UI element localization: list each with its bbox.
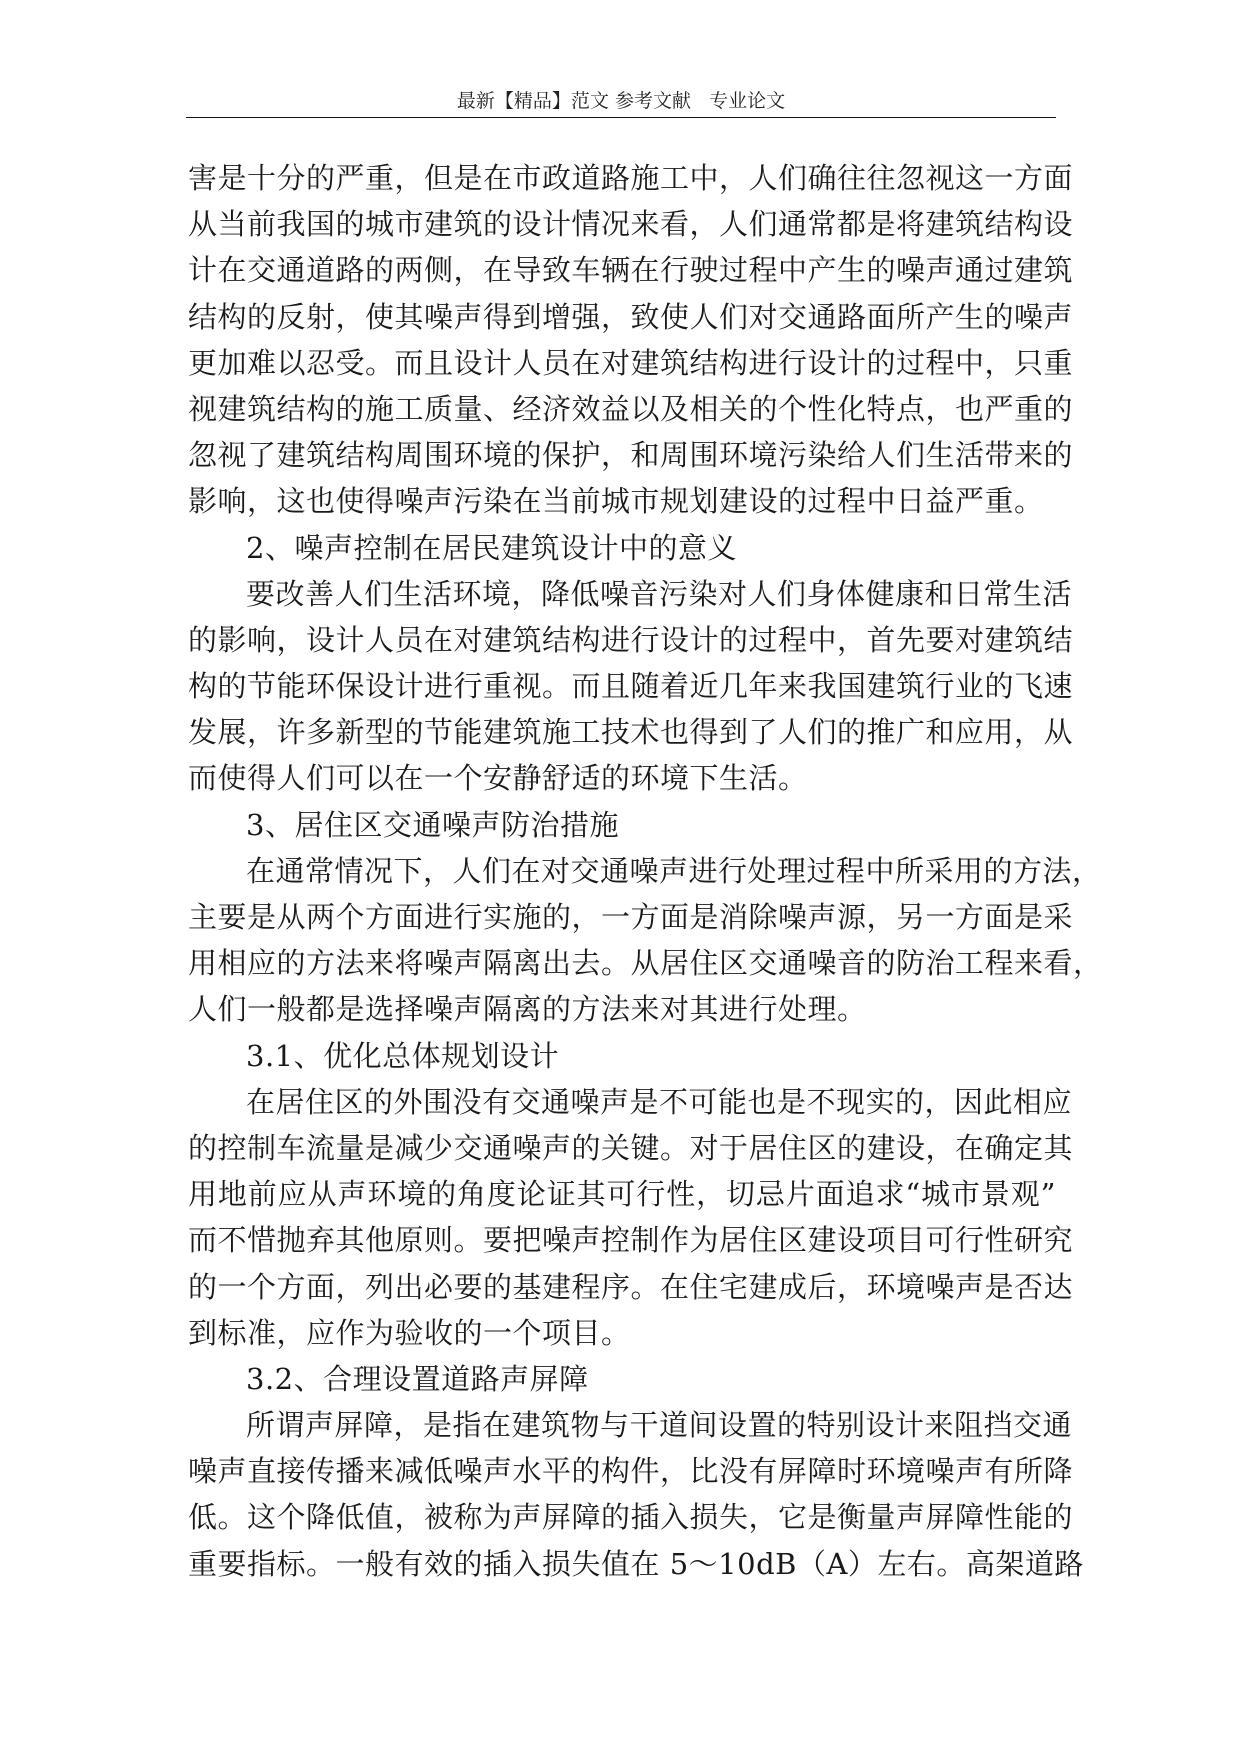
text-line: 噪声直接传播来减低噪声水平的构件，比没有屏障时环境噪声有所降 — [188, 1454, 1074, 1489]
text-line: 结构的反射，使其噪声得到增强，致使人们对交通路面所产生的噪声 — [188, 299, 1074, 334]
text-line: 用相应的方法来将噪声隔离出去。从居住区交通噪音的防治工程来看， — [188, 946, 1103, 981]
text-line: 低。这个降低值，被称为声屏障的插入损失，它是衡量声屏障性能的 — [188, 1500, 1074, 1535]
text-line: 构的节能环保设计进行重视。而且随着近几年来我国建筑行业的飞速 — [188, 669, 1074, 704]
text-line: 忽视了建筑结构周围环境的保护，和周围环境污染给人们生活带来的 — [188, 438, 1074, 473]
text-line: 更加难以忍受。而且设计人员在对建筑结构进行设计的过程中，只重 — [188, 345, 1074, 380]
text-line: 害是十分的严重，但是在市政道路施工中，人们确往往忽视这一方面 — [188, 161, 1074, 195]
text-line: 重要指标。一般有效的插入损失值在 5～10dB（A）左右。高架道路 — [188, 1546, 1084, 1581]
text-line: 计在交通道路的两侧，在导致车辆在行驶过程中产生的噪声通过建筑 — [188, 253, 1074, 288]
text-line: 发展，许多新型的节能建筑施工技术也得到了人们的推广和应用，从 — [188, 715, 1074, 750]
section-heading-3: 3、居住区交通噪声防治措施 — [246, 807, 619, 842]
header-divider — [186, 117, 1056, 118]
text-line: 的一个方面，列出必要的基建程序。在住宅建成后，环境噪声是否达 — [188, 1269, 1074, 1304]
section-heading-3-2: 3.2、合理设置道路声屏障 — [246, 1361, 589, 1396]
text-line: 要改善人们生活环境，降低噪音污染对人们身体健康和日常生活 — [246, 576, 1073, 611]
text-line: 到标准，应作为验收的一个项目。 — [188, 1315, 631, 1350]
paragraph-overall-planning — [188, 1079, 1074, 1356]
text-line: 的影响，设计人员在对建筑结构进行设计的过程中，首先要对建筑结 — [188, 622, 1074, 657]
paragraph-noise-impact — [188, 155, 1074, 525]
text-line: 的控制车流量是减少交通噪声的关键。对于居住区的建设，在确定其 — [188, 1130, 1074, 1165]
section-heading-2: 2、噪声控制在居民建筑设计中的意义 — [246, 530, 737, 565]
text-line: 主要是从两个方面进行实施的，一方面是消除噪声源，另一方面是采 — [188, 900, 1074, 934]
text-line: 在居住区的外围没有交通噪声是不可能也是不现实的，因此相应 — [246, 1084, 1073, 1119]
section-heading-3-1: 3.1、优化总体规划设计 — [246, 1038, 560, 1073]
text-line: 而使得人们可以在一个安静舒适的环境下生活。 — [188, 761, 808, 796]
text-line: 视建筑结构的施工质量、经济效益以及相关的个性化特点，也严重的 — [188, 391, 1074, 426]
text-line: 而不惜抛弃其他原则。要把噪声控制作为居住区建设项目可行性研究 — [188, 1223, 1074, 1258]
text-line: 人们一般都是选择噪声隔离的方法来对其进行处理。 — [188, 992, 867, 1027]
paragraph-noise-control-significance — [188, 571, 1074, 802]
text-line: 所谓声屏障，是指在建筑物与干道间设置的特别设计来阻挡交通 — [246, 1408, 1073, 1443]
text-line: 从当前我国的城市建筑的设计情况来看，人们通常都是将建筑结构设 — [188, 207, 1074, 242]
text-line: 用地前应从声环境的角度论证其可行性，切忌片面追求“城市景观” — [188, 1177, 1056, 1212]
text-line: 影响，这也使得噪声污染在当前城市规划建设的过程中日益严重。 — [188, 484, 1044, 519]
document-body — [188, 155, 1103, 1587]
page-header: 最新【精品】范文 参考文献 专业论文 — [456, 90, 786, 112]
text-line: 在通常情况下，人们在对交通噪声进行处理过程中所采用的方法， — [246, 853, 1102, 888]
paragraph-prevention-measures — [188, 848, 1103, 1033]
paragraph-sound-barrier — [188, 1402, 1084, 1587]
